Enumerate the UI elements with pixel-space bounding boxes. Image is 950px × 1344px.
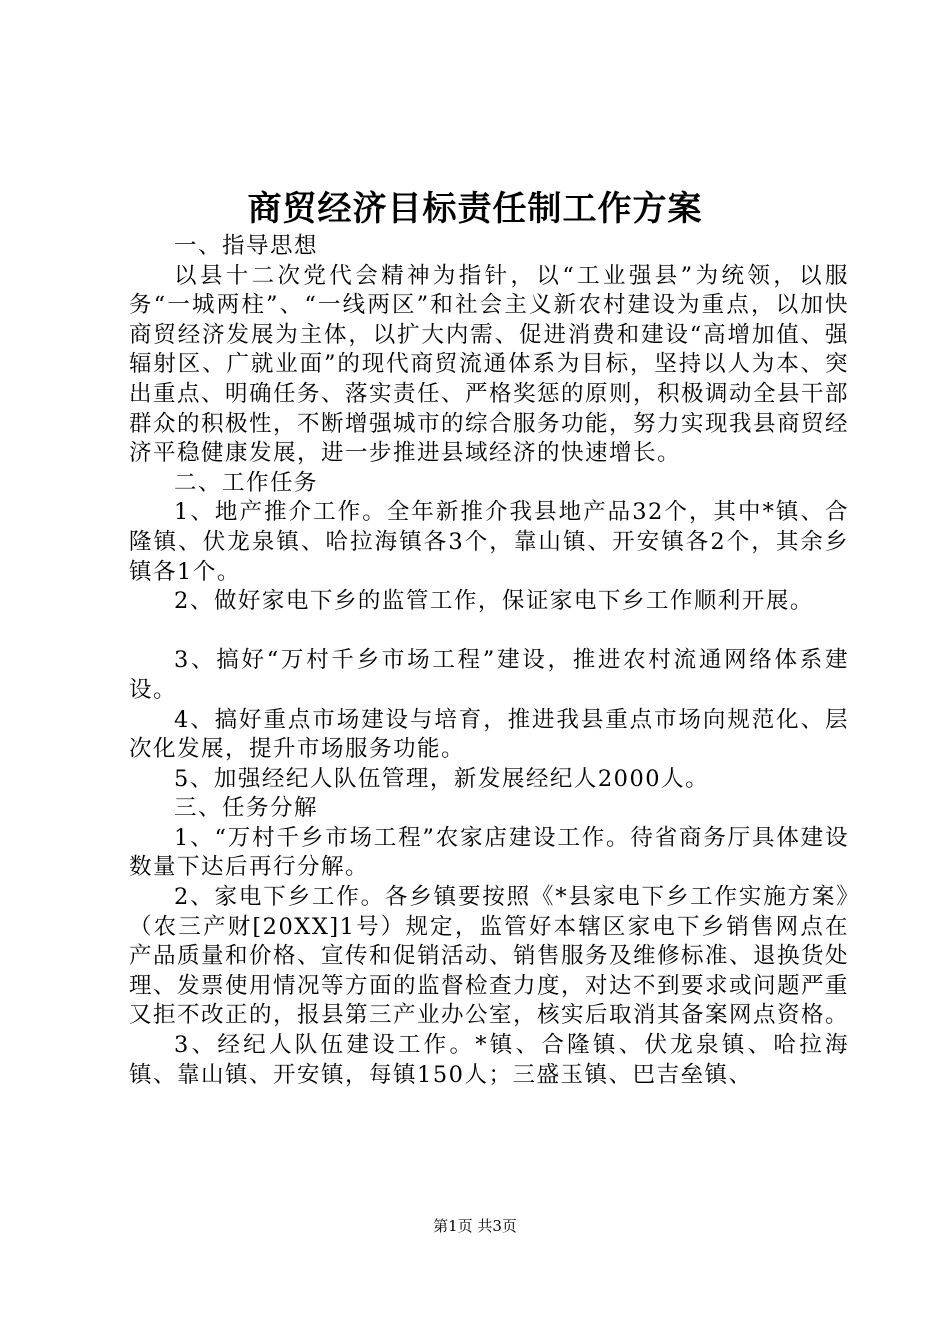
- document-body: [129, 232, 849, 1090]
- page-footer: 第1页 共3页: [433, 1217, 517, 1235]
- section-heading-guiding-ideology: 一、指导思想: [174, 233, 319, 259]
- paragraph-task-2: 2、做好家电下乡的监管工作，保证家电下乡工作顺利开展。: [174, 588, 814, 615]
- paragraph-breakdown-1: 1、“万村千乡市场工程”农家店建设工作。待省商务厅具体建设数量下达后再行分解。: [129, 824, 849, 881]
- paragraph-guiding-ideology: 以县十二次党代会精神为指针，以“工业强县”为统领，以服务“一城两柱”、“一线两区”和社会主义新农村建设为重点，以加快商贸经济发展为主体，以扩大内需、促进消费和建设“高增加值、强辐射区、广就业面”的现代商贸流通体系为目标，坚持以人为本、突出重点、明确任务、落实责任、严格奖惩的原则，积极调动全县干部群众的积极性，不断增强城市的综合服务功能，努力实现我县商贸经济平稳健康发展，进一步推进县域经济的快速增长。: [129, 262, 850, 467]
- paragraph-breakdown-3: 3、经纪人队伍建设工作。*镇、合隆镇、伏龙泉镇、哈拉海镇、靠山镇、开安镇，每镇150人；三盛玉镇、巴吉垒镇、: [129, 1032, 849, 1088]
- section-heading-task-breakdown: 三、任务分解: [174, 795, 319, 822]
- section-heading-work-tasks: 二、工作任务: [174, 469, 319, 496]
- paragraph-task-3: 3、搞好“万村千乡市场工程”建设，推进农村流通网络体系建设。: [129, 647, 849, 703]
- paragraph-task-4: 4、搞好重点市场建设与培育，推进我县重点市场向规范化、层次化发展，提升市场服务功能。: [129, 706, 849, 763]
- paragraph-task-1: 1、地产推介工作。全年新推介我县地产品32个，其中*镇、合隆镇、伏龙泉镇、哈拉海镇各3个，靠山镇、开安镇各2个，其余乡镇各1个。: [129, 499, 849, 585]
- paragraph-task-5: 5、加强经纪人队伍管理，新发展经纪人2000人。: [174, 765, 710, 792]
- paragraph-breakdown-2: 2、家电下乡工作。各乡镇要按照《*县家电下乡工作实施方案》（农三产财[20XX]1号）规定，监管好本辖区家电下乡销售网点在产品质量和价格、宣传和促销活动、销售服务及维修标准、退换货处理、发票使用情况等方面的监督检查力度，对达不到要求或问题严重又拒不改正的，报县第三产业办公室，核实后取消其备案网点资格。: [129, 884, 850, 1029]
- document-title: 商贸经济目标责任制工作方案: [247, 189, 703, 229]
